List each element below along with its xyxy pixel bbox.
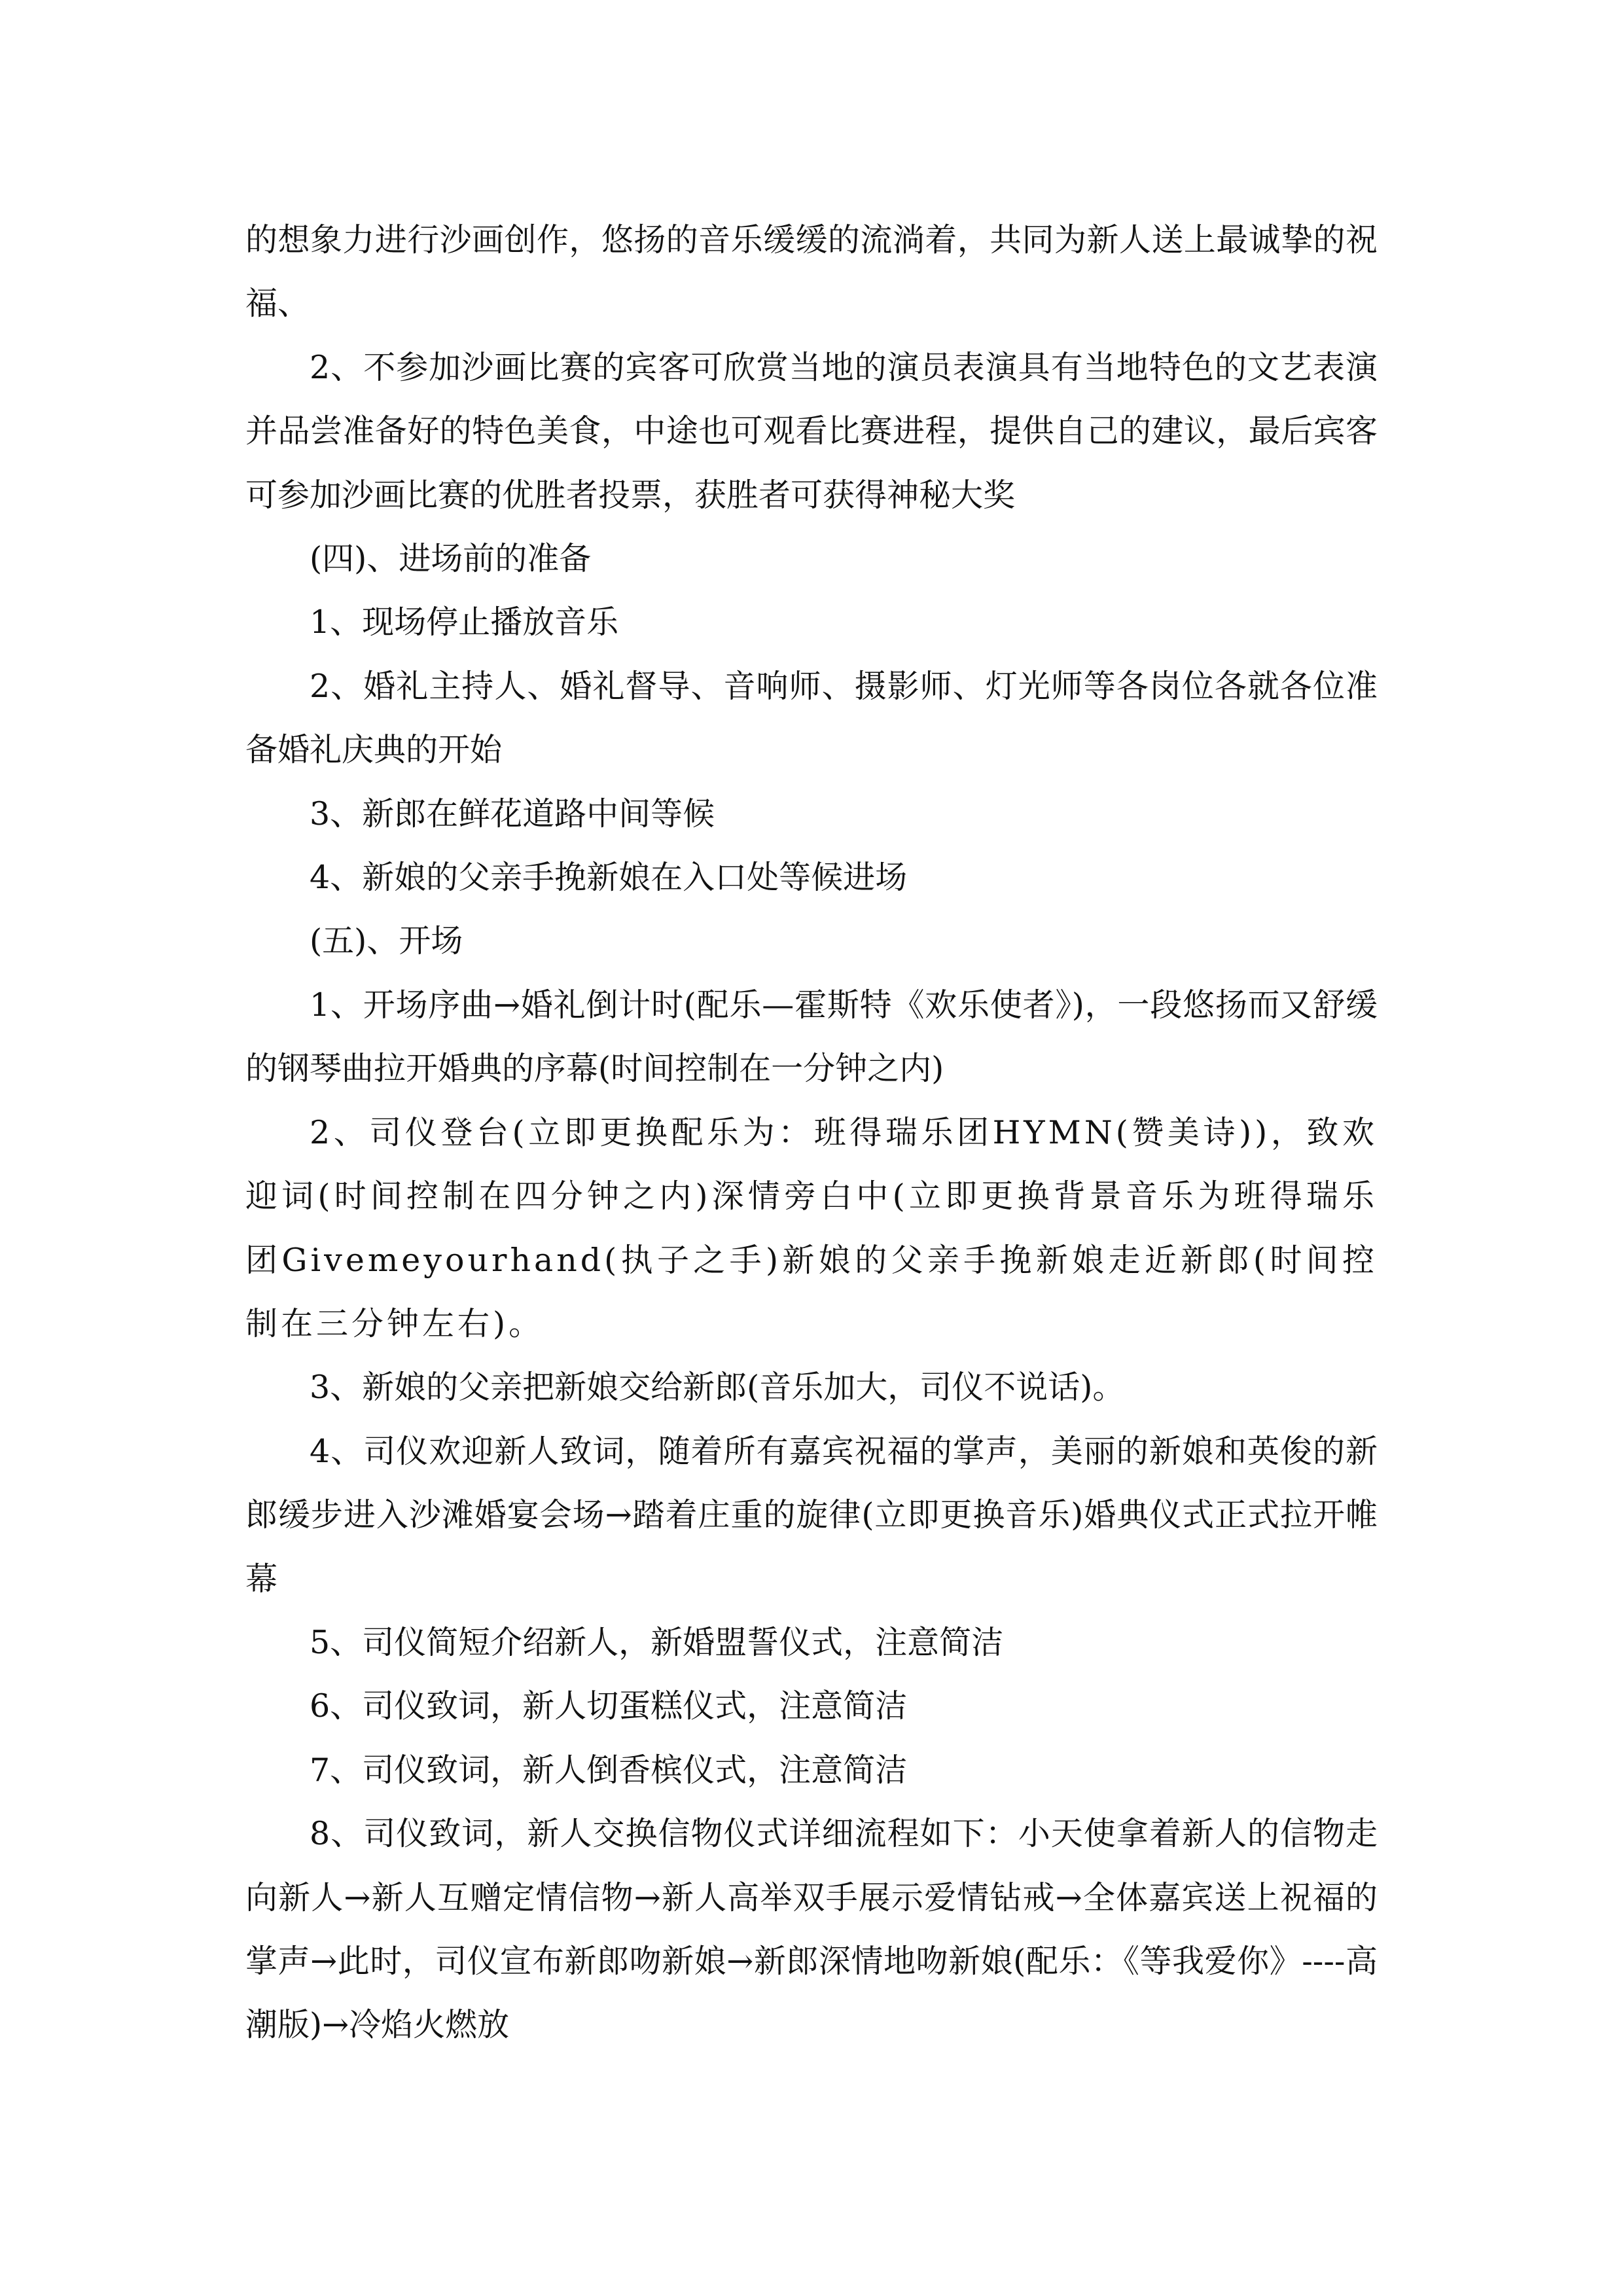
- paragraph-item-4-bride: 4、新娘的父亲手挽新娘在入口处等候进场: [310, 859, 908, 897]
- section-heading-5: (五)、开场: [310, 922, 463, 960]
- paragraph-item-7-champagne: 7、司仪致词，新人倒香槟仪式，注意简洁: [310, 1751, 908, 1789]
- paragraph-item-2-guests: 2、不参加沙画比赛的宾客可欣赏当地的演员表演具有当地特色的文艺表演并品尝准备好的特色美食，中途也可观看比赛进程，提供自己的建议，最后宾客可参加沙画比赛的优胜者投票，获胜者可获得神秘大奖: [245, 348, 1378, 514]
- paragraph-item-3-handover: 3、新娘的父亲把新娘交给新郎(音乐加大，司仪不说话)。: [310, 1369, 1125, 1407]
- paragraph-item-2-staff: 2、婚礼主持人、婚礼督导、音响师、摄影师、灯光师等各岗位各就各位准备婚礼庆典的开始: [245, 667, 1378, 769]
- paragraph-item-1-stop-music: 1、现场停止播放音乐: [310, 603, 619, 641]
- paragraph-item-6-cake: 6、司仪致词，新人切蛋糕仪式，注意简洁: [310, 1687, 908, 1725]
- paragraph-item-5-vows: 5、司仪简短介绍新人，新婚盟誓仪式，注意简洁: [310, 1623, 1004, 1661]
- paragraph-item-8-exchange: 8、司仪致词，新人交换信物仪式详细流程如下：小天使拿着新人的信物走向新人→新人互赠定情信物→新人高举双手展示爱情钻戒→全体嘉宾送上祝福的掌声→此时，司仪宣布新郎吻新娘→新郎深情地吻新娘(配乐：《等我爱你》----高潮版)→冷焰火燃放: [245, 1815, 1378, 2044]
- paragraph-item-2-host: 2、司仪登台(立即更换配乐为：班得瑞乐团HYMN(赞美诗))，致欢迎词(时间控制在四分钟之内)深情旁白中(立即更换背景音乐为班得瑞乐团Givemeyourhand(执子之手)新娘的父亲手挽新娘走近新郎(时间控制在三分钟左右)。: [245, 1113, 1378, 1342]
- paragraph-item-4-welcome: 4、司仪欢迎新人致词，随着所有嘉宾祝福的掌声，美丽的新娘和英俊的新郎缓步进入沙滩婚宴会场→踏着庄重的旋律(立即更换音乐)婚典仪式正式拉开帷幕: [245, 1432, 1378, 1598]
- document-page: [245, 208, 1378, 2057]
- paragraph-item-1-opening: 1、开场序曲→婚礼倒计时(配乐—霍斯特《欢乐使者》)，一段悠扬而又舒缓的钢琴曲拉开婚典的序幕(时间控制在一分钟之内): [245, 986, 1378, 1088]
- paragraph-continuation: 的想象力进行沙画创作，悠扬的音乐缓缓的流淌着，共同为新人送上最诚挚的祝福、: [245, 221, 1378, 323]
- paragraph-item-3-groom: 3、新郎在鲜花道路中间等候: [310, 795, 715, 833]
- section-heading-4: (四)、进场前的准备: [310, 540, 592, 578]
